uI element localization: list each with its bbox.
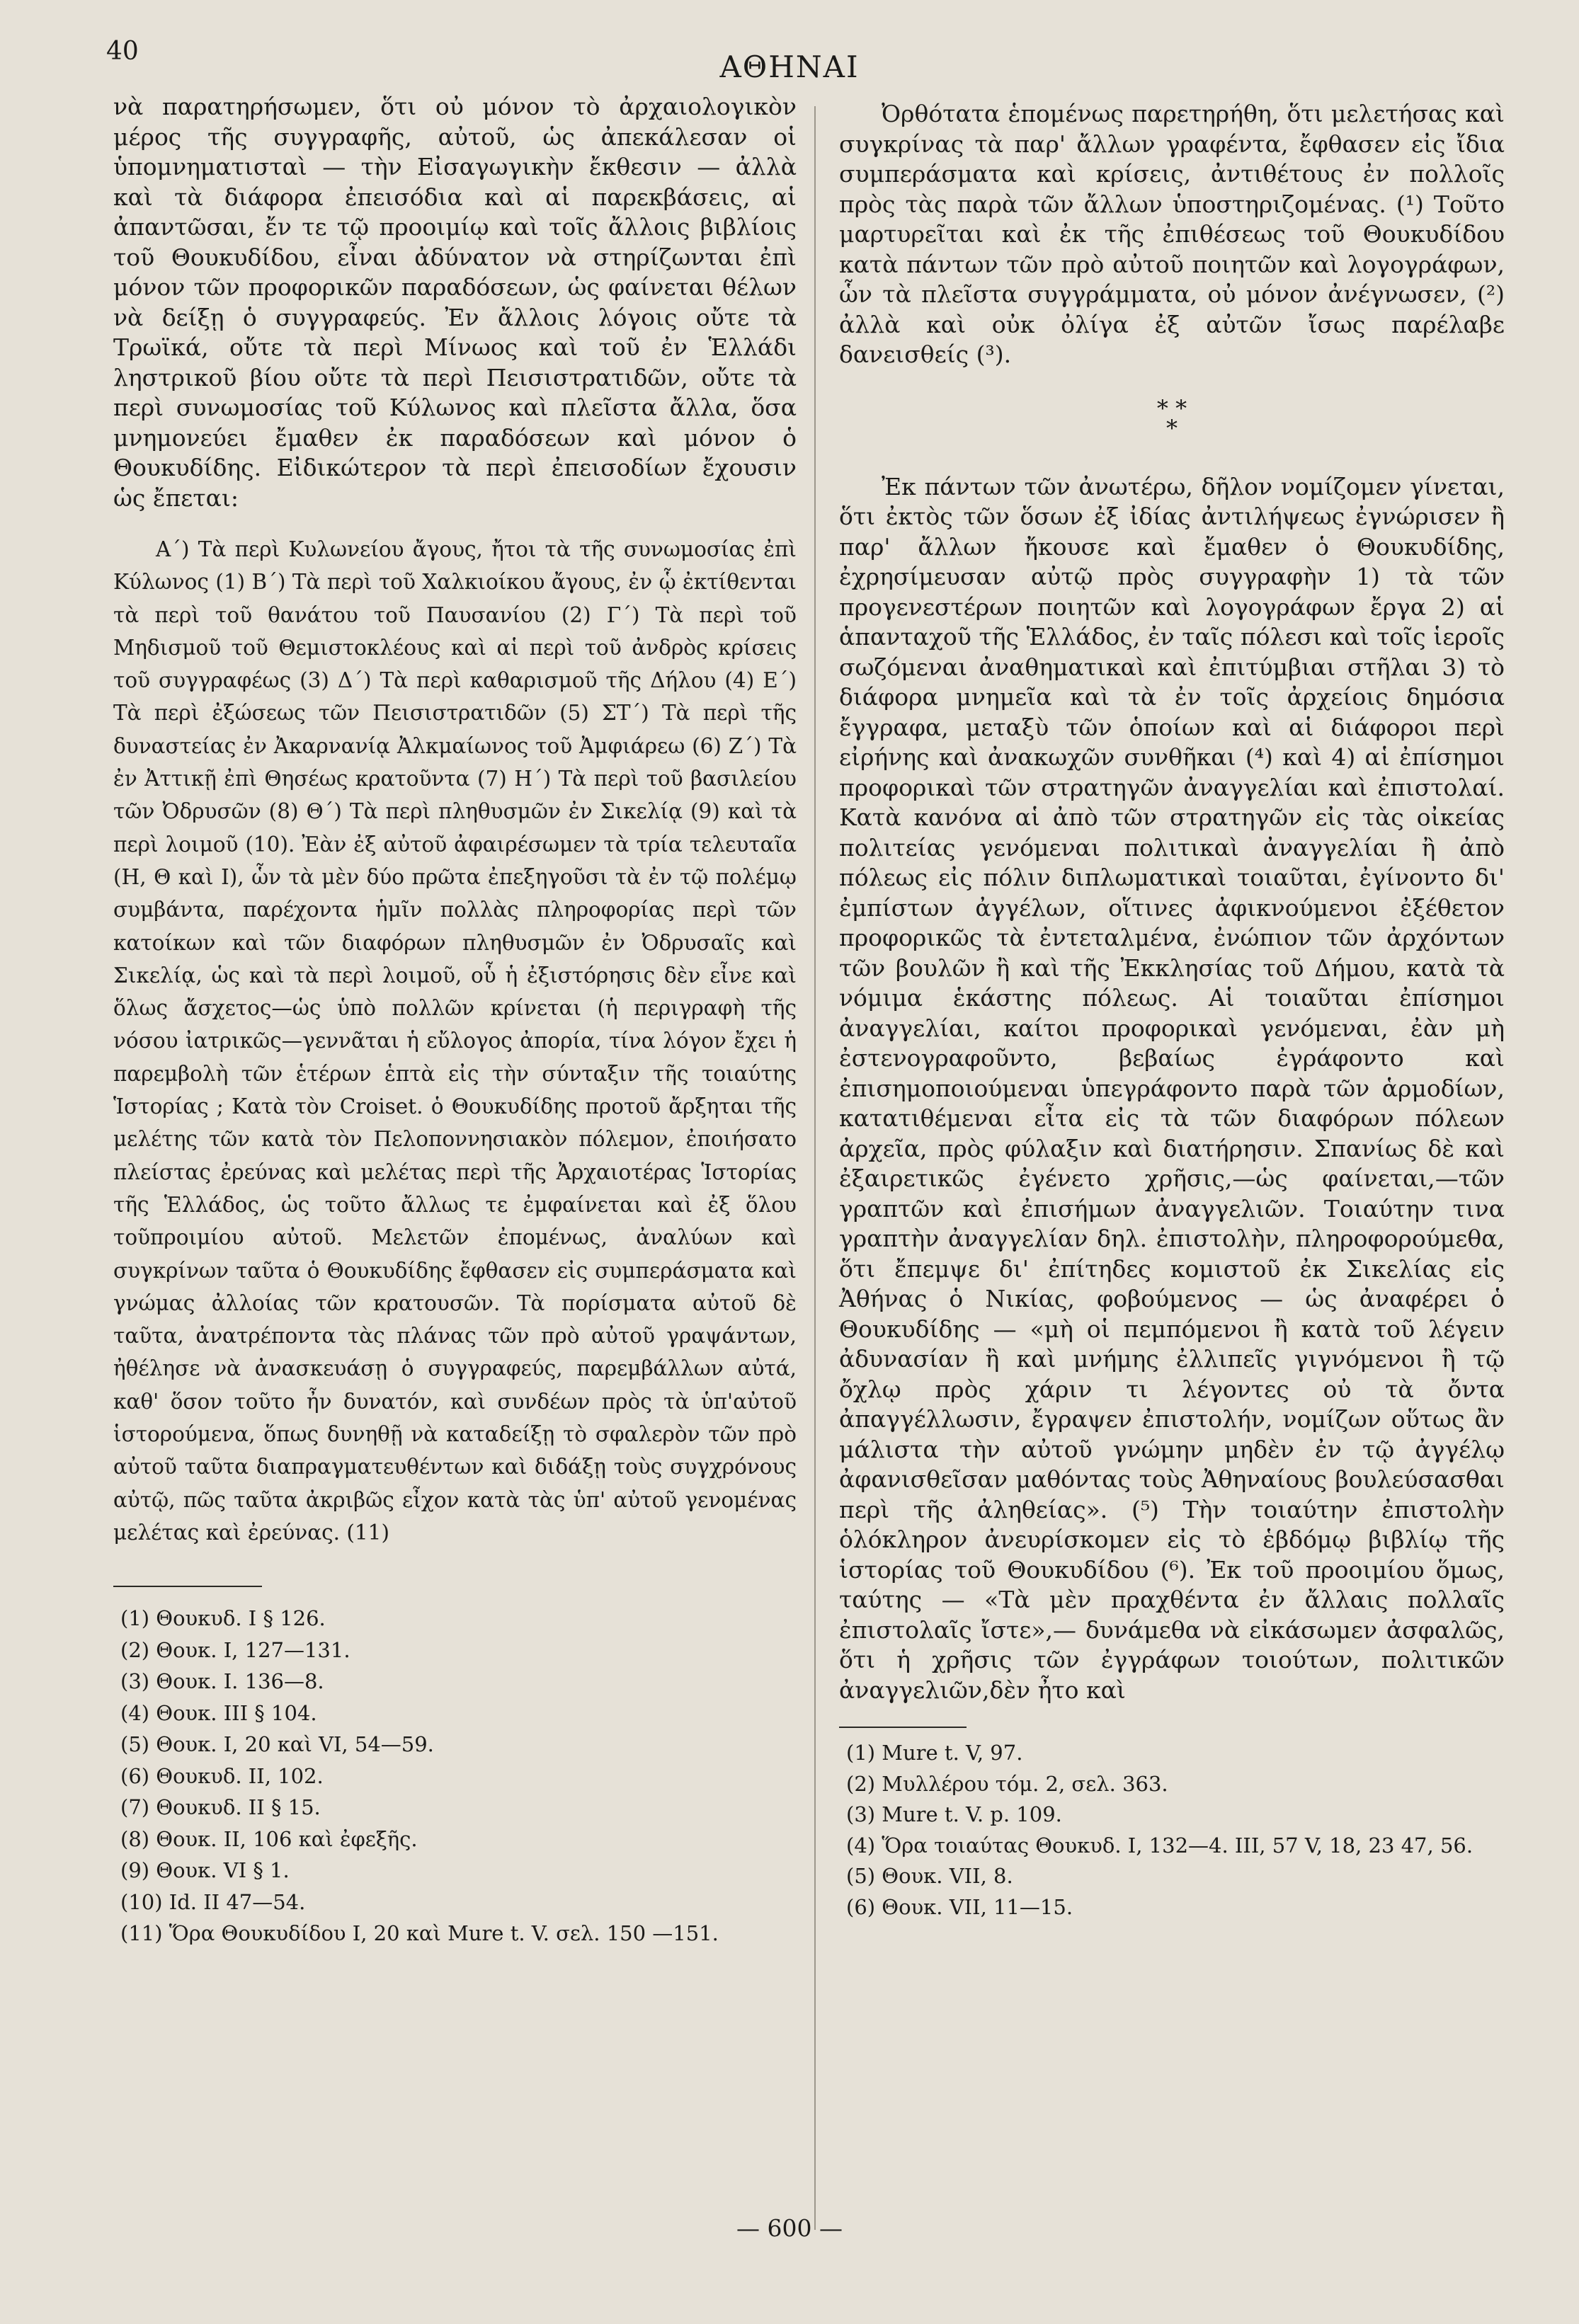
left-episodes-paragraph: Α΄) Τὰ περὶ Κυλωνείου ἄγους, ἤτοι τὰ τῆς συνωμοσίας ἐπὶ Κύλωνος (1) Β΄) Τὰ περὶ τοῦ Χαλκιοίκου ἄγους, ἐν ᾧ ἐκτίθενται τὰ περὶ τοῦ θανάτου τοῦ Παυσανίου (2) Γ΄) Τὰ περὶ τοῦ Μηδισμοῦ τοῦ Θεμιστοκλέους καὶ αἱ περὶ τοῦ ἀνδρὸς κρίσεις τοῦ συγγραφέως (3) Δ΄) Τὰ περὶ καθαρισμοῦ τῆς Δήλου (4) Ε΄) Τὰ περὶ ἐξώσεως τῶν Πεισιστρατιδῶν (5) ΣΤ΄) Τὰ περὶ τῆς δυναστείας ἐν Ἀκαρνανίᾳ Ἀλκμαίωνος τοῦ Ἀμφιάρεω (6) Ζ΄) Τὰ ἐν Ἀττικῇ ἐπὶ Θησέως κρατοῦντα (7) Η΄) Τὰ περὶ τοῦ βασιλείου τῶν Ὀδρυσῶν (8) Θ΄) Τὰ περὶ πληθυσμῶν ἐν Σικελίᾳ (9) καὶ τὰ περὶ λοιμοῦ (10). Ἐὰν ἐξ αὐτοῦ ἀφαιρέσωμεν τὰ τρία τελευταῖα (Η, Θ καὶ Ι), ὧν τὰ μὲν δύο πρῶτα ἐπεξηγοῦσι τὰ ἐν τῷ πολέμῳ συμβάντα, παρέχοντα ἡμῖν πολλὰς πληροφορίας περὶ τῶν κατοίκων καὶ τῶν διαφόρων πληθυσμῶν ἐν Ὀδρυσαῖς καὶ Σικελίᾳ, ὡς καὶ τὰ περὶ λοιμοῦ, οὗ ἡ ἐξιστόρησις δὲν εἶνε καὶ ὅλως ἄσχετος—ὡς ὑπὸ πολλῶν κρίνεται (ἡ περιγραφὴ τῆς νόσου ἰατρικῶς—γεννᾶται ἡ εὔλογος ἀπορία, τίνα λόγον ἔχει ἡ παρεμβολὴ τῶν ἑτέρων ἑπτὰ εἰς τὴν σύνταξιν τῆς τοιαύτης Ἱστορίας ; Κατὰ τὸν Croiset. ὁ Θουκυδίδης προτοῦ ἄρξηται τῆς μελέτης τῶν κατὰ τὸν Πελοποννησιακὸν πόλεμον, ἐποιήσατο πλείστας ἐρεύνας καὶ μελέτας περὶ τῆς Ἀρχαιοτέρας Ἱστορίας τῆς Ἑλλάδος, ὡς τοῦτο ἄλλως τε ἐμφαίνεται καὶ ἐξ ὅλου τοῦπροιμίου αὐτοῦ. Μελετῶν ἐπομένως, ἀναλύων καὶ συγκρίνων ταῦτα ὁ Θουκυδίδης ἔφθασεν εἰς συμπεράσματα καὶ γνώμας ἀλλοίας τῶν κρατουσῶν. Τὰ πορίσματα αὐτοῦ δὲ ταῦτα, ἀνατρέποντα τὰς πλάνας τῶν πρὸ αὐτοῦ γραψάντων, ἠθέλησε νὰ ἀνασκευάσῃ ὁ συγγραφεύς, παρεμβάλλων αὐτά, καθ' ὅσον τοῦτο ἦν δυνατόν, καὶ συνδέων πρὸς τὰ ὑπ'αὐτοῦ ἱστορούμενα, ὅπως δυνηθῇ νὰ καταδείξῃ τὸ σφαλερὸν τῶν πρὸ αὐτοῦ ταῦτα διαπραγματευθέντων καὶ διδάξῃ τοὺς συγχρόνους αὐτῷ, πῶς ταῦτα ἀκριβῶς εἶχον κατὰ τὰς ὑπ' αὐτοῦ γενομένας μελέτας καὶ ἐρεύνας. (11) (113, 537, 797, 1545)
asterism-top: * * (1156, 394, 1187, 422)
footnote: (1) Θουκυδ. I § 126. (120, 1606, 326, 1631)
right-opening-paragraph: Ὀρθότατα ἑπομένως παρετηρήθη, ὅτι μελετήσας καὶ συγκρίνας τὰ παρ' ἄλλων γραφέντα, ἔφθασεν εἰς ἴδια συμπεράσματα καὶ κρίσεις, ἀντιθέτους ἐν πολλοῖς πρὸς τὰς παρὰ τῶν ἄλλων ὑποστηριζομένας. (¹) Τοῦτο μαρτυρεῖται καὶ ἐκ τῆς ἐπιθέσεως τοῦ Θουκυδίδου κατὰ πάντων τῶν πρὸ αὐτοῦ ποιητῶν καὶ λογογράφων, ὧν τὰ πλεῖστα συγγράμματα, οὐ μόνον ἀνέγνωσεν, (²) ἀλλὰ καὶ οὐκ ὀλίγα ἐξ αὐτῶν ἴσως παρέλαβε δανεισθείς (³). (839, 100, 1505, 368)
left-column (113, 92, 797, 1950)
footnote: (10) Id. II 47—54. (120, 1889, 306, 1914)
left-footnotes (113, 1603, 797, 1950)
footnote: (6) Θουκυδ. II, 102. (120, 1763, 324, 1788)
footnote: (5) Θουκ. VII, 8. (846, 1864, 1013, 1888)
left-footnote-rule (113, 1586, 262, 1587)
footnote: (5) Θουκ. I, 20 καὶ VI, 54—59. (120, 1732, 434, 1757)
footnote: (7) Θουκυδ. II § 15. (120, 1795, 321, 1820)
footnote: (2) Θουκ. I, 127—131. (120, 1637, 350, 1662)
footnote: (1) Mure t. V, 97. (846, 1741, 1023, 1765)
section-asterism (839, 394, 1505, 442)
print-page-number: — 600 — (736, 2214, 843, 2242)
footnote: (6) Θουκ. VII, 11—15. (846, 1894, 1073, 1919)
footnote: (4) Ὅρα τοιαύτας Θουκυδ. I, 132—4. III, 57 V, 18, 23 47, 56. (846, 1833, 1473, 1858)
right-sources-paragraph: Ἐκ πάντων τῶν ἀνωτέρω, δῆλον νομίζομεν γίνεται, ὅτι ἐκτὸς τῶν ὅσων ἐξ ἰδίας ἀντιλήψεως ἐγνώρισεν ἢ παρ' ἄλλων ἤκουσε καὶ ἔμαθεν ὁ Θουκυδίδης, ἐχρησίμευσαν αὐτῷ πρὸς συγγραφὴν 1) τὰ τῶν προγενεστέρων ποιητῶν καὶ λογογράφων ἔργα 2) αἱ ἁπανταχοῦ τῆς Ἑλλάδος, ἐν ταῖς πόλεσι καὶ τοῖς ἱεροῖς σωζόμεναι ἀναθηματικαὶ καὶ ἐπιτύμβιαι στῆλαι 3) τὸ διάφορα μνημεῖα καὶ τὰ ἐν τοῖς ἀρχείοις δημόσια ἔγγραφα, μεταξὺ τῶν ὁποίων καὶ αἱ διάφοροι περὶ εἰρήνης καὶ ἀνακωχῶν συνθῆκαι (⁴) καὶ 4) αἱ ἐπίσημοι προφορικαὶ τῶν στρατηγῶν ἀναγγελίαι καὶ ἐπιστολαί. Κατὰ κανόνα αἱ ἀπὸ τῶν στρατηγῶν εἰς τὰς οἰκείας πολιτείας γενόμεναι πολιτικαὶ ἀναγγελίαι ἢ ἀπὸ πόλεως εἰς πόλιν διπλωματικαὶ τοιαῦται, ἐγίνοντο δι' ἐμπίστων ἀγγέλων, οἵτινες ἀφικνούμενοι ἐξέθετον προφορικῶς τὰ ἐντεταλμένα, ἐνώπιον τῶν ἀρχόντων τῶν βουλῶν ἢ καὶ τῆς Ἐκκλησίας τοῦ Δήμου, κατὰ τὰ νόμιμα ἑκάστης πόλεως. Αἱ τοιαῦται ἐπίσημοι ἀναγγελίαι, καίτοι προφορικαὶ γενόμεναι, ἐὰν μὴ ἐστενογραφοῦντο, βεβαίως ἐγράφοντο καὶ ἐπισημοποιούμεναι ὑπεγράφοντο παρὰ τῶν ἁρμοδίων, κατατιθέμεναι εἶτα εἰς τὰ τῶν διαφόρων πόλεων ἀρχεῖα, πρὸς φύλαξιν καὶ διατήρησιν. Σπανίως δὲ καὶ ἐξαιρετικῶς ἐγένετο χρῆσις,—ὡς φαίνεται,—τῶν γραπτῶν καὶ ἐπισήμων ἀναγγελιῶν. Τοιαύτην τινα γραπτὴν ἀναγγελίαν δηλ. ἐπιστολὴν, πληροφορούμεθα, ὅτι ἔπεμψε δι' ἐπίτηδες κομιστοῦ ἐκ Σικελίας εἰς Ἀθήνας ὁ Νικίας, φοβούμενος — ὡς ἀναφέρει ὁ Θουκυδίδης — «μὴ οἱ πεμπόμενοι ἢ κατὰ τοῦ λέγειν ἀδυνασίαν ἢ καὶ μνήμης ἐλλιπεῖς γιγνόμενοι ἢ τῷ ὄχλῳ πρὸς χάριν τι λέγοντες οὐ τὰ ὄντα ἀπαγγέλλωσιν, ἔγραψεν ἐπιστολήν, νομίζων οὕτως ἂν μάλιστα τὴν αὐτοῦ γνώμην μηδὲν ἐν τῷ ἀγγέλῳ ἀφανισθεῖσαν μαθόντας τοὺς Ἀθηναίους βουλεύσασθαι περὶ τῆς ἀληθείας». (⁵) Τὴν τοιαύτην ἐπιστολὴν ὁλόκληρον ἀνευρίσκομεν εἰς τὸ ἑβδόμῳ βιβλίῳ τῆς ἱστορίας τοῦ Θουκυδίδου (⁶). Ἐκ τοῦ προοιμίου ὅμως, ταύτης — «Τὰ μὲν πραχθέντα ἐν ἄλλαις πολλαῖς ἐπιστολαῖς ἴστε»,— δυνάμεθα νὰ εἰκάσωμεν ἀσφαλῶς, ὅτι ἡ χρῆσις τῶν ἐγγράφων τοιούτων, πολιτικῶν ἀναγγελιῶν,δὲν ἦτο καὶ (839, 472, 1505, 1704)
footnote: (9) Θουκ. VI § 1. (120, 1858, 290, 1883)
left-main-paragraph: νὰ παρατηρήσωμεν, ὅτι οὐ μόνον τὸ ἀρχαιολογικὸν μέρος τῆς συγγραφῆς, αὐτοῦ, ὡς ἀπεκάλεσαν οἱ ὑπομνηματισταὶ — τὴν Εἰσαγωγικὴν ἔκθεσιν — ἀλλὰ καὶ τὰ διάφορα ἐπεισόδια καὶ αἱ παρεκβάσεις, αἱ ἀπαντῶσαι, ἔν τε τῷ προοιμίῳ καὶ τοῖς ἄλλοις βιβλίοις τοῦ Θουκυδίδου, εἶναι ἀδύνατον νὰ στηρίζωνται ἐπὶ μόνον τῶν προφορικῶν παραδόσεων, ὡς φαίνεται θέλων νὰ δείξῃ ὁ συγγραφεύς. Ἐν ἄλλοις λόγοις οὔτε τὰ Τρωϊκά, οὔτε τὰ περὶ Μίνωος καὶ τοῦ ἐν Ἑλλάδι ληστρικοῦ βίου οὔτε τὰ περὶ Πεισιστρατιδῶν, οὔτε τὰ περὶ συνωμοσίας τοῦ Κύλωνος καὶ πλεῖστα ἄλλα, ὅσα μνημονεύει ἔμαθεν ἐκ παραδόσεων καὶ μόνον ὁ Θουκυδίδης. Εἰδικώτερον τὰ περὶ ἐπεισοδίων ἔχουσιν ὡς ἔπεται: (113, 93, 797, 512)
footnote: (3) Θουκ. I. 136—8. (120, 1669, 324, 1694)
right-footnotes (839, 1738, 1505, 1923)
footnote: (11) Ὅρα Θουκυδίδου I, 20 καὶ Mure t. V. σελ. 150 —151. (120, 1921, 719, 1946)
footnote: (8) Θουκ. II, 106 καὶ ἐφεξῆς. (120, 1826, 418, 1851)
footnote: (3) Mure t. V. p. 109. (846, 1802, 1062, 1826)
footnote: (2) Μυλλέρου τόμ. 2, σελ. 363. (846, 1771, 1168, 1796)
asterism-bottom: * (1166, 414, 1178, 442)
right-footnote-rule (839, 1727, 967, 1728)
right-column (839, 99, 1505, 1923)
page-number: 40 (106, 37, 139, 66)
footnote: (4) Θουκ. III § 104. (120, 1700, 317, 1725)
running-head-title: ΑΘΗΝΑΙ (719, 50, 860, 84)
column-divider (814, 106, 816, 2230)
